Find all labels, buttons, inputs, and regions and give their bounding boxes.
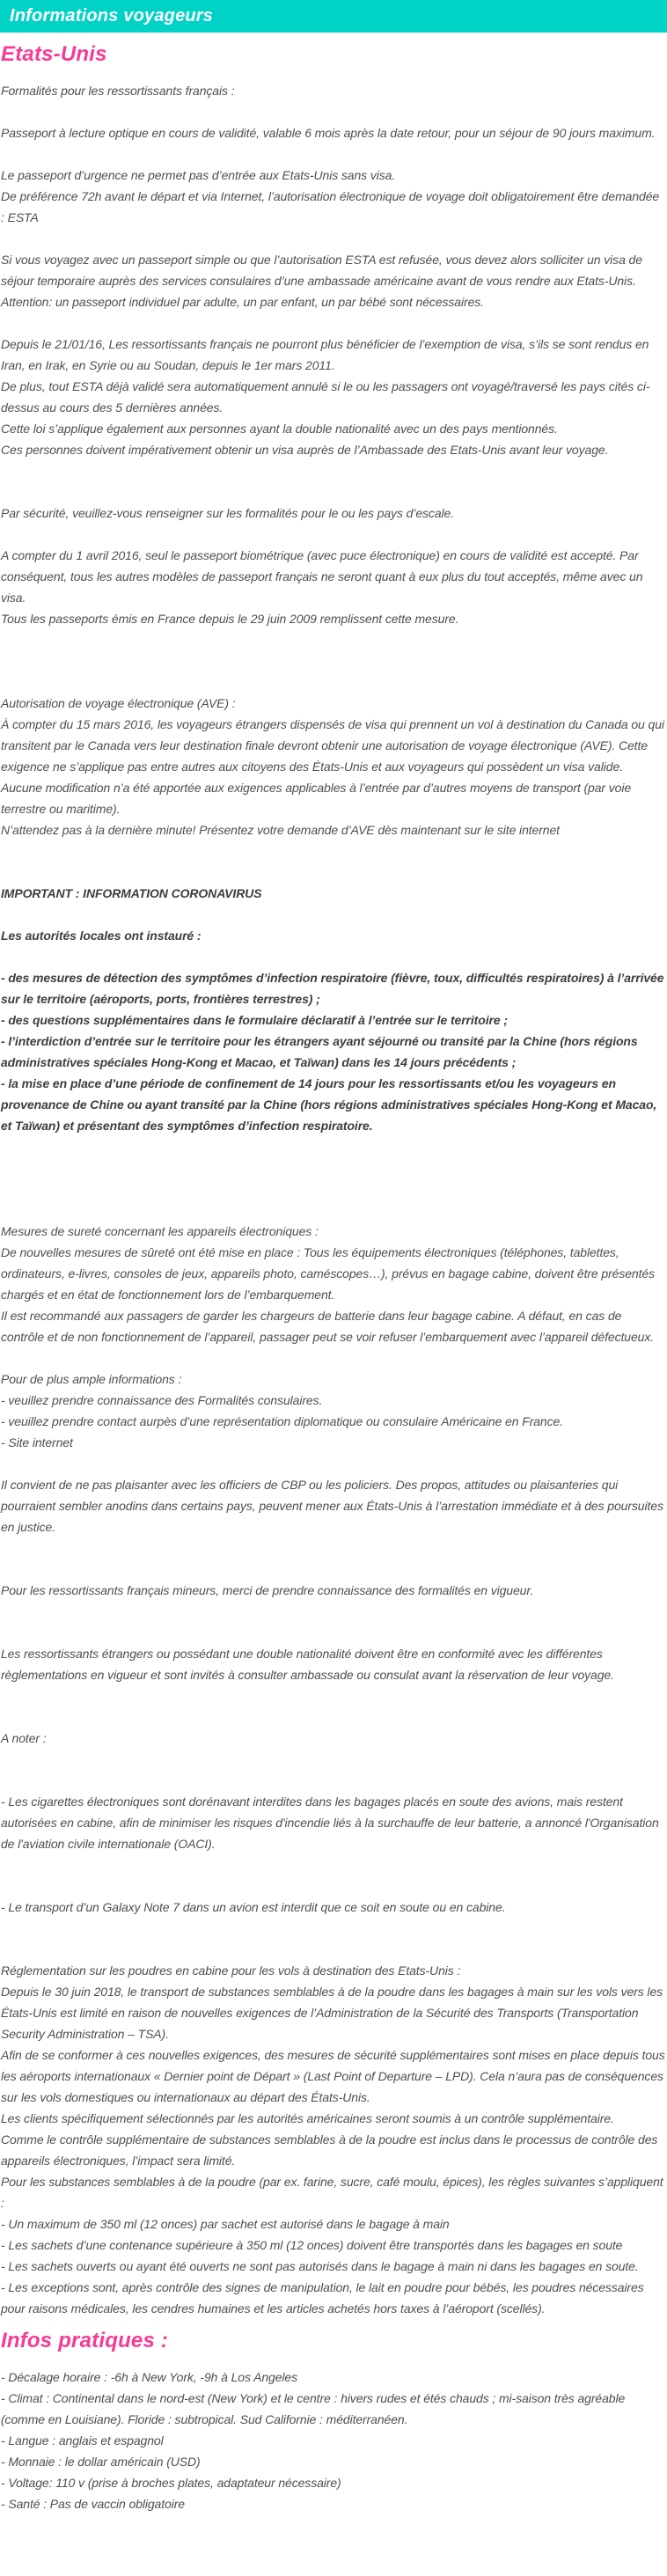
paragraph: - des mesures de détection des symptômes d’infection respiratoire (fièvre, toux, difficultés respiratoires) à l’arrivée sur le territoire (aéroports, ports, frontières terrestres) ; (1, 971, 664, 1006)
spacer (1, 946, 665, 967)
paragraph: - Monnaie : le dollar américain (USD) (1, 2455, 201, 2469)
paragraph: Autorisation de voyage électronique (AVE) : (1, 696, 236, 710)
spacer (1, 1347, 665, 1369)
paragraph: Ces personnes doivent impérativement obtenir un visa auprès de l’Ambassade des Etats-Unis avant leur voyage. (1, 443, 609, 457)
paragraph: Les clients spécifiquement sélectionnés par les autorités américaines seront soumis à un contrôle supplémentaire. (1, 2111, 614, 2125)
paragraph: A noter : (1, 1731, 47, 1745)
paragraph: - Décalage horaire : -6h à New York, -9h à Los Angeles (1, 2370, 298, 2384)
spacer (1, 312, 665, 334)
paragraph: IMPORTANT : INFORMATION CORONAVIRUS (1, 886, 262, 900)
paragraph: Comme le contrôle supplémentaire de substances semblables à de la poudre est inclus dans le processus de contrôle des appareils électroniques, l’impact sera limité. (1, 2132, 658, 2168)
spacer (1, 1918, 665, 1960)
paragraph: Les ressortissants étrangers ou possédant une double nationalité doivent être en conformité avec les différentes règlementations en vigueur et sont invités à consulter ambassade ou consulat avant la réservation de leur voyage. (1, 1647, 614, 1682)
spacer (1, 143, 665, 165)
paragraph: - Un maximum de 350 ml (12 onces) par sachet est autorisé dans le bagage à main (1, 2217, 450, 2231)
spacer (1, 1685, 665, 1728)
paragraph: - Les sachets d’une contenance supérieure à 350 ml (12 onces) doivent être transportés dans les bagages en soute (1, 2238, 623, 2252)
paragraph: - Site internet (1, 1435, 73, 1449)
paragraph: Si vous voyagez avec un passeport simple ou que l’autorisation ESTA est refusée, vous devez alors solliciter un visa de séjour temporaire auprès des services consulaires d’une ambassade américaine avant de vous rendre aux Etats-Unis. (1, 253, 642, 288)
paragraph: Formalités pour les ressortissants français : (1, 84, 235, 98)
paragraph: Depuis le 30 juin 2018, le transport de substances semblables à de la poudre dans les bagages à main sur les vols vers les États-Unis est limité en raison de nouvelles exigences de l’Administration de la Sécurité des Transports (Transportation Security Administration – TSA). (1, 1985, 663, 2041)
country-title: Etats-Unis (1, 42, 107, 66)
spacer (1, 840, 665, 883)
travel-info-content (0, 41, 667, 2532)
paragraph: - des questions supplémentaires dans le formulaire déclaratif à l’entrée sur le territoire ; (1, 1013, 508, 1027)
spacer (1, 228, 665, 249)
content-blocks (1, 41, 665, 2514)
paragraph: De préférence 72h avant le départ et via Internet, l’autorisation électronique de voyage doit obligatoirement être demandée : ESTA (1, 189, 660, 224)
paragraph: De plus, tout ESTA déjà validé sera automatiquement annulé si le ou les passagers ont voyagé/traversé les pays cités ci-dessus au cours des 5 dernières années. (1, 379, 650, 415)
spacer (1, 629, 665, 693)
paragraph: - veuillez prendre contact aurpès d’une représentation diplomatique ou consulaire Américaine en France. (1, 1414, 563, 1428)
spacer (1, 1854, 665, 1897)
paragraph: Depuis le 21/01/16, Les ressortissants français ne pourront plus bénéficier de l’exemption de visa, s’ils se sont rendus en Iran, en Irak, en Syrie ou au Soudan, depuis le 1er mars 2011. (1, 337, 649, 372)
paragraph: Il convient de ne pas plaisanter avec les officiers de CBP ou les policiers. Des propos, attitudes ou plaisanteries qui pourraient sembler anodins dans certains pays, peuvent mener aux États-Unis à l’arrestation immédiate et à des poursuites en justice. (1, 1478, 663, 1534)
spacer (1, 1601, 665, 1643)
paragraph: À compter du 15 mars 2016, les voyageurs étrangers dispensés de visa qui prennent un vol à destination du Canada ou qui transitent par le Canada vers leur destination finale devront obtenir une autorisation de voyage électronique (AVE). Cette exigence ne s’applique pas entre autres aux citoyens des États-Unis et aux voyageurs qui possèdent un visa valide. Aucune modification n’a été apportée aux exigences applicables à l’entrée par d’autres moyens de transport (par voie terrestre ou maritime). (1, 717, 664, 816)
spacer (1, 101, 665, 122)
paragraph: - la mise en place d’une période de confinement de 14 jours pour les ressortissants et/ou les voyageurs en provenance de Chine ou ayant transité par la Chine (hors régions administratives spéciales Hong-Kong et Macao, et Taïwan) et présentant des symptômes d’infection respiratoire. (1, 1076, 657, 1133)
paragraph: Passeport à lecture optique en cours de validité, valable 6 mois après la date retour, pour un séjour de 90 jours maximum. (1, 126, 656, 140)
paragraph: - Santé : Pas de vaccin obligatoire (1, 2497, 185, 2511)
paragraph: - l’interdiction d’entrée sur le territoire pour les étrangers ayant séjourné ou transité par la Chine (hors régions administratives spéciales Hong-Kong et Macao, et Taïwan) dans les 14 jours précédents ; (1, 1034, 638, 1069)
paragraph: Il est recommandé aux passagers de garder les chargeurs de batterie dans leur bagage cabine. A défaut, en cas de contrôle et de non fonctionnement de l’appareil, passager peut se voir refuser l’embarquement avec l’appareil défectueux. (1, 1309, 655, 1344)
spacer (1, 1538, 665, 1580)
paragraph: Cette loi s’applique également aux personnes ayant la double nationalité avec un des pays mentionnés. (1, 422, 558, 436)
paragraph: Les autorités locales ont instauré : (1, 928, 202, 943)
paragraph: - Les cigarettes électroniques sont dorénavant interdites dans les bagages placés en soute des avions, mais restent autorisées en cabine, afin de minimiser les risques d'incendie liés à la surchauffe de leur batterie, a annoncé l'Organisation de l'aviation civile internationale (OACI). (1, 1794, 659, 1851)
spacer (1, 1749, 665, 1791)
informations-voyageurs-header (0, 0, 667, 33)
spacer (1, 1136, 665, 1221)
spacer (1, 524, 665, 545)
paragraph: - Voltage: 110 v (prise à broches plates, adaptateur nécessaire) (1, 2476, 341, 2490)
spacer (1, 1453, 665, 1474)
paragraph: - veuillez prendre connaissance des Formalités consulaires. (1, 1393, 323, 1407)
paragraph: - Langue : anglais et espagnol (1, 2433, 164, 2448)
paragraph: Mesures de sureté concernant les appareils électroniques : (1, 1224, 319, 1238)
paragraph: Par sécurité, veuillez-vous renseigner sur les formalités pour le ou les pays d’escale. (1, 506, 454, 520)
paragraph: Réglementation sur les poudres en cabine pour les vols à destination des Etats-Unis : (1, 1963, 461, 1978)
spacer (1, 904, 665, 925)
paragraph: N’attendez pas à la dernière minute! Présentez votre demande d’AVE dès maintenant sur le site internet (1, 823, 560, 837)
paragraph: Afin de se conformer à ces nouvelles exigences, des mesures de sécurité supplémentaires sont mises en place depuis tous les aéroports internationaux « Dernier point de Départ » (Last Point of Departure – LPD). Cela n’aura pas de conséquences sur les vols domestiques ou internationaux au départ des États-Unis. (1, 2048, 665, 2104)
paragraph: - Le transport d’un Galaxy Note 7 dans un avion est interdit que ce soit en soute ou en cabine. (1, 1900, 506, 1914)
paragraph: - Les exceptions sont, après contrôle des signes de manipulation, le lait en poudre pour bébés, les poudres nécessaires pour raisons médicales, les cendres humaines et les articles achetés hors taxes à l’aéroport (scellés). (1, 2280, 644, 2315)
paragraph: - Les sachets ouverts ou ayant été ouverts ne sont pas autorisés dans le bagage à main ni dans les bagages en soute. (1, 2259, 639, 2273)
paragraph: A compter du 1 avril 2016, seul le passeport biométrique (avec puce électronique) en cours de validité est accepté. Par conséquent, tous les autres modèles de passeport français ne seront quant à eux plus du tout acceptés, même avec un visa. (1, 548, 643, 605)
spacer (1, 460, 665, 503)
paragraph: De nouvelles mesures de sûreté ont été mise en place : Tous les équipements électroniques (téléphones, tablettes, ordinateurs, e-livres, consoles de jeux, appareils photo, caméscopes…), prévus en bagage cabine, doivent être présentés chargés et en état de fonctionnement lors de l’embarquement. (1, 1245, 655, 1302)
paragraph: - Climat : Continental dans le nord-est (New York) et le centre : hivers rudes et étés chauds ; mi-saison très agréable (comme en Louisiane). Floride : subtropical. Sud Californie : méditerranéen. (1, 2391, 626, 2426)
paragraph: Attention: un passeport individuel par adulte, un par enfant, un par bébé sont nécessaires. (1, 295, 484, 309)
paragraph: Pour de plus ample informations : (1, 1372, 182, 1386)
infos-pratiques-title: Infos pratiques : (1, 2329, 169, 2352)
paragraph: Tous les passeports émis en France depuis le 29 juin 2009 remplissent cette mesure. (1, 612, 459, 626)
page-title: Informations voyageurs (10, 6, 214, 26)
paragraph: Pour les substances semblables à de la poudre (par ex. farine, sucre, café moulu, épices), les règles suivantes s’appliquent : (1, 2175, 663, 2210)
paragraph: Le passeport d’urgence ne permet pas d’entrée aux Etats-Unis sans visa. (1, 168, 396, 182)
paragraph: Pour les ressortissants français mineurs, merci de prendre connaissance des formalités en vigueur. (1, 1583, 534, 1597)
